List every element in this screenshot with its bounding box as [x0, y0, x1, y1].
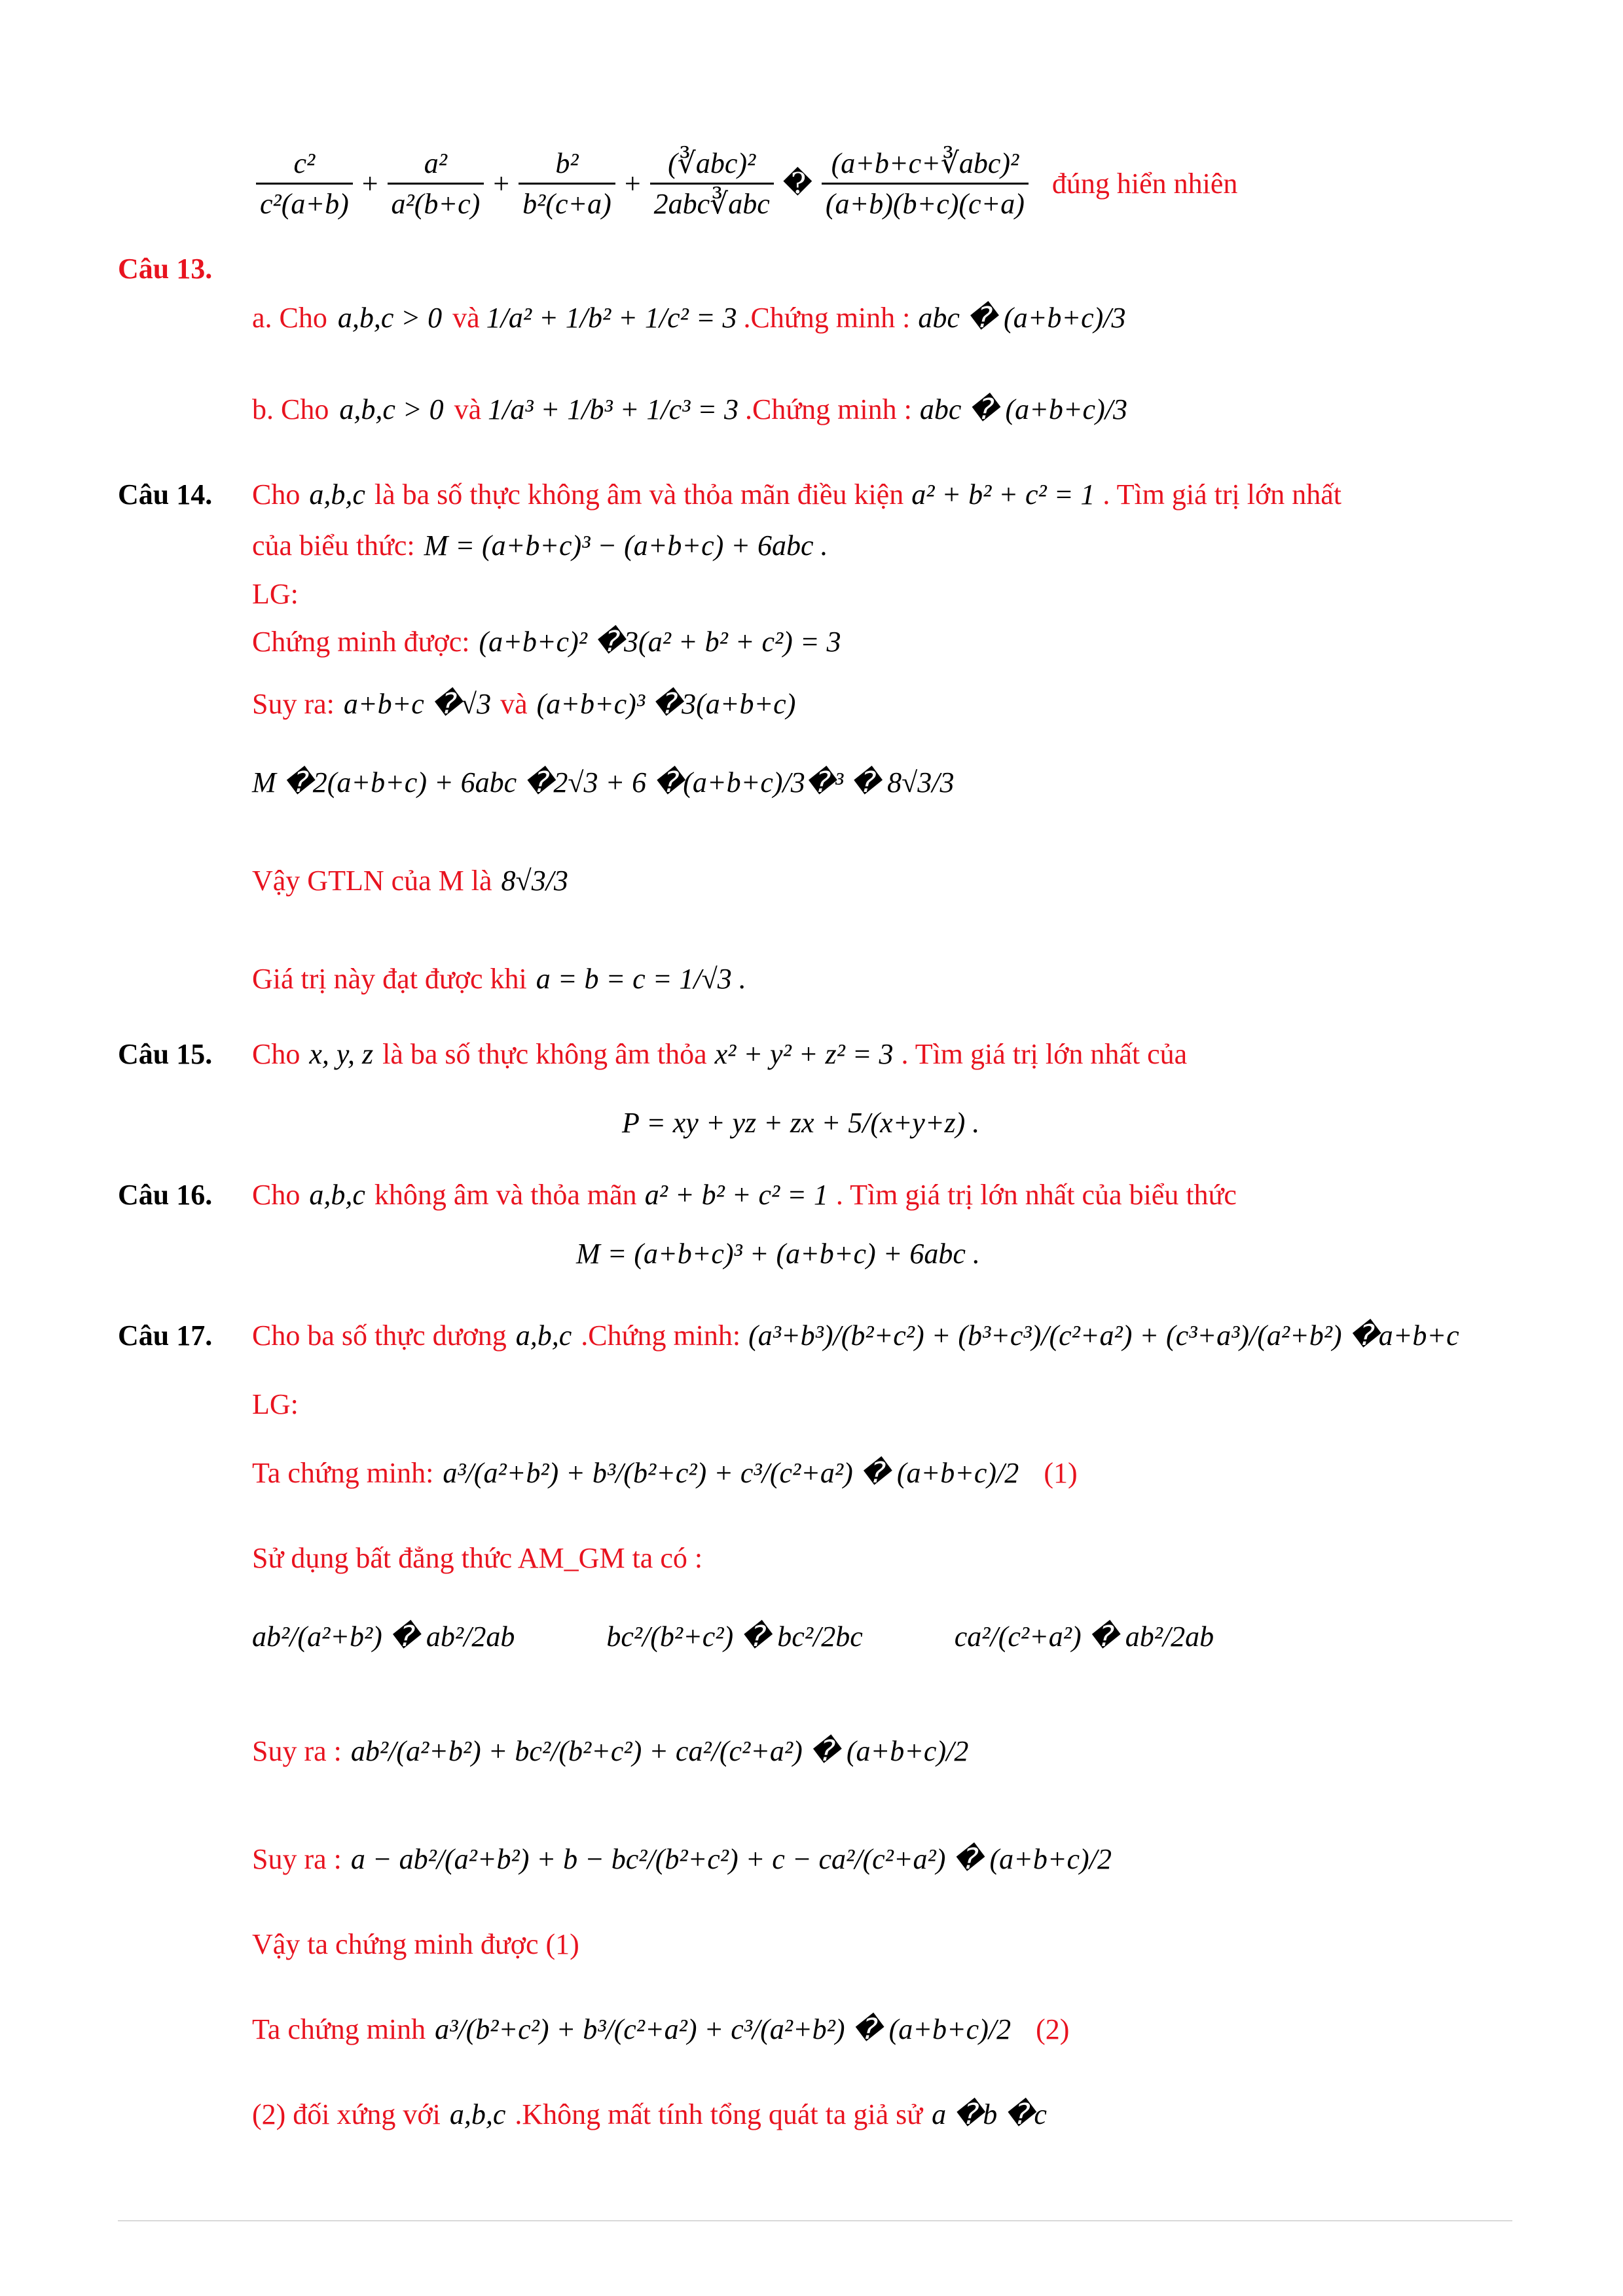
q17-part1 [252, 1456, 1078, 1490]
variables-math: x, y, z [309, 1038, 374, 1070]
condition-math: a² + b² + c² = 1 [911, 478, 1095, 511]
part-label: b. Cho [252, 393, 329, 425]
statement-text: . Tìm giá trị lớn nhất [1103, 478, 1342, 511]
statement-text: không âm và thỏa mãn [374, 1179, 637, 1211]
statement-text: Cho [252, 1179, 301, 1211]
prove-text: .Chứng minh : [743, 302, 911, 334]
fraction [822, 147, 1029, 221]
inequality-math: (a³+b³)/(b²+c²) + (b³+c³)/(c²+a²) + (c³+a³)/(a²+b²) �a+b+c [748, 1319, 1459, 1352]
question-number: Câu 16. [118, 1179, 213, 1211]
step-math: M �2(a+b+c) + 6abc �2√3 + 6 �(a+b+c)/3�³ � 8√3/3 [252, 766, 955, 798]
denominator: a²(b+c) [388, 183, 484, 221]
expression-math: P = xy + yz + zx + 5/(x+y+z) . [622, 1107, 980, 1139]
q14-step5 [252, 962, 746, 996]
fraction [650, 147, 774, 221]
statement-text: của biểu thức: [252, 529, 415, 562]
claim-math: abc � (a+b+c)/3 [919, 393, 1127, 425]
denominator: c²(a+b) [256, 183, 353, 221]
statement-text: Cho [252, 1038, 301, 1070]
step-text: Suy ra : [252, 1735, 342, 1767]
step-math: ab²/(a²+b²) + bc²/(b²+c²) + ca²/(c²+a²) � (a+b+c)/2 [350, 1735, 969, 1767]
denominator: b²(c+a) [519, 183, 615, 221]
solution-label: LG: [252, 578, 299, 610]
q17-last [252, 2098, 1047, 2131]
statement-text: . Tìm giá trị lớn nhất của [901, 1038, 1188, 1070]
step-text: Chứng minh được: [252, 626, 470, 658]
q17-lg [252, 1388, 299, 1421]
note-text: đúng hiển nhiên [1051, 167, 1238, 200]
q17-amgm-estimates [252, 1620, 1214, 1653]
variables-math: a,b,c [515, 1319, 572, 1352]
step-math: a − ab²/(a²+b²) + b − bc²/(b²+c²) + c − ca²/(c²+a²) � (a+b+c)/2 [350, 1843, 1112, 1875]
conjunction-text: và [500, 688, 528, 720]
plus-sign: + [493, 167, 510, 200]
q17-done1 [252, 1928, 579, 1961]
q14-step3 [252, 766, 955, 799]
equation-math: 1/a³ + 1/b³ + 1/c³ = 3 [488, 393, 739, 425]
top-inequality-line [252, 124, 1237, 242]
conjunction-text: và [452, 302, 480, 334]
max-value-math: 8√3/3 [501, 865, 568, 897]
step-text: (2) đối xứng với [252, 2098, 441, 2130]
statement-text: . Tìm giá trị lớn nhất của biểu thức [835, 1179, 1237, 1211]
equation-tag: (1) [1044, 1457, 1078, 1489]
equation-math: 1/a² + 1/b² + 1/c² = 3 [486, 302, 737, 334]
step-math: a³/(b²+c²) + b³/(c²+a²) + c³/(a²+b²) � (a+b+c)/2 [435, 2013, 1012, 2045]
part-label: a. Cho [252, 302, 327, 334]
expression-math: M = (a+b+c)³ − (a+b+c) + 6abc . [424, 529, 828, 562]
plus-sign: + [624, 167, 641, 200]
q13-heading [118, 252, 212, 285]
q17-part2 [252, 2013, 1069, 2046]
expression-math: M = (a+b+c)³ + (a+b+c) + 6abc . [576, 1238, 980, 1270]
statement-text: Cho ba số thực dương [252, 1319, 507, 1352]
step-math: (a+b+c)³ �3(a+b+c) [536, 688, 796, 720]
step-text: Sử dụng bất đẳng thức AM_GM ta có : [252, 1542, 703, 1574]
claim-math: abc � (a+b+c)/3 [918, 302, 1126, 334]
q14-step4 [252, 864, 568, 897]
statement-text: là ba số thực không âm thỏa [382, 1038, 707, 1070]
step-text: Vậy ta chứng minh được (1) [252, 1928, 579, 1960]
q15-expression [622, 1106, 979, 1139]
step-text: .Không mất tính tổng quát ta giả sử [515, 2098, 923, 2130]
condition-math: a,b,c > 0 [339, 393, 444, 425]
statement-text: là ba số thực không âm và thỏa mãn điều kiện [374, 478, 904, 511]
q16-statement [118, 1178, 1237, 1211]
condition-math: x² + y² + z² = 3 [714, 1038, 894, 1070]
footer-rule [118, 2220, 1512, 2221]
q14-lg [252, 577, 299, 611]
q14-step2 [252, 687, 795, 721]
condition-math: a,b,c > 0 [337, 302, 443, 334]
conjunction-text: và [454, 393, 482, 425]
fraction [256, 147, 353, 221]
step-text: Ta chứng minh: [252, 1457, 434, 1489]
question-number: Câu 17. [118, 1319, 213, 1352]
q17-suy-ra-2 [252, 1842, 1112, 1876]
prove-text: .Chứng minh : [744, 393, 912, 425]
q17-statement [118, 1319, 1459, 1352]
variables-math: a,b,c [309, 478, 365, 511]
question-number: Câu 14. [118, 478, 213, 511]
equation-tag: (2) [1036, 2013, 1070, 2045]
q14-step1 [252, 625, 841, 658]
relation-glyph: � [782, 167, 812, 200]
step-text: Suy ra: [252, 688, 335, 720]
q14-statement-line2 [252, 529, 828, 562]
numerator: c² [293, 147, 316, 179]
variables-math: a,b,c [449, 2098, 506, 2130]
denominator: 2abc∛abc [650, 183, 774, 221]
numerator: (a+b+c+∛abc)² [831, 147, 1019, 179]
q16-expression [576, 1237, 980, 1270]
step-text: Suy ra : [252, 1843, 342, 1875]
step-math: (a+b+c)² �3(a² + b² + c²) = 3 [479, 626, 841, 658]
variables-math: a,b,c [309, 1179, 365, 1211]
assumption-math: a �b �c [932, 2098, 1047, 2130]
equality-text: Giá trị này đạt được khi [252, 963, 527, 995]
conclusion-text: Vậy GTLN của M là [252, 865, 492, 897]
estimate-math: ca²/(c²+a²) � ab²/2ab [954, 1621, 1214, 1653]
fraction [519, 147, 615, 221]
q13-part-a [252, 301, 1125, 334]
statement-text: .Chứng minh: [581, 1319, 741, 1352]
numerator: b² [555, 147, 579, 179]
plus-sign: + [361, 167, 378, 200]
q13-part-b [252, 393, 1127, 426]
q15-statement [118, 1037, 1187, 1071]
solution-label: LG: [252, 1388, 299, 1420]
denominator: (a+b)(b+c)(c+a) [822, 183, 1029, 221]
q17-amgm [252, 1541, 702, 1575]
question-number: Câu 13. [118, 253, 213, 285]
condition-math: a² + b² + c² = 1 [644, 1179, 828, 1211]
estimate-math: bc²/(b²+c²) � bc²/2bc [606, 1621, 863, 1653]
estimate-math: ab²/(a²+b²) � ab²/2ab [252, 1621, 515, 1653]
statement-text: Cho [252, 478, 301, 511]
step-text: Ta chứng minh [252, 2013, 426, 2045]
q17-suy-ra-1 [252, 1734, 968, 1768]
equality-math: a = b = c = 1/√3 . [536, 963, 746, 995]
question-number: Câu 15. [118, 1038, 213, 1070]
fraction [388, 147, 484, 221]
numerator: a² [424, 147, 447, 179]
q14-statement-line1 [118, 478, 1341, 511]
step-math: a³/(a²+b²) + b³/(b²+c²) + c³/(c²+a²) � (a+b+c)/2 [443, 1457, 1019, 1489]
numerator: (∛abc)² [668, 147, 756, 179]
step-math: a+b+c �√3 [343, 688, 492, 720]
